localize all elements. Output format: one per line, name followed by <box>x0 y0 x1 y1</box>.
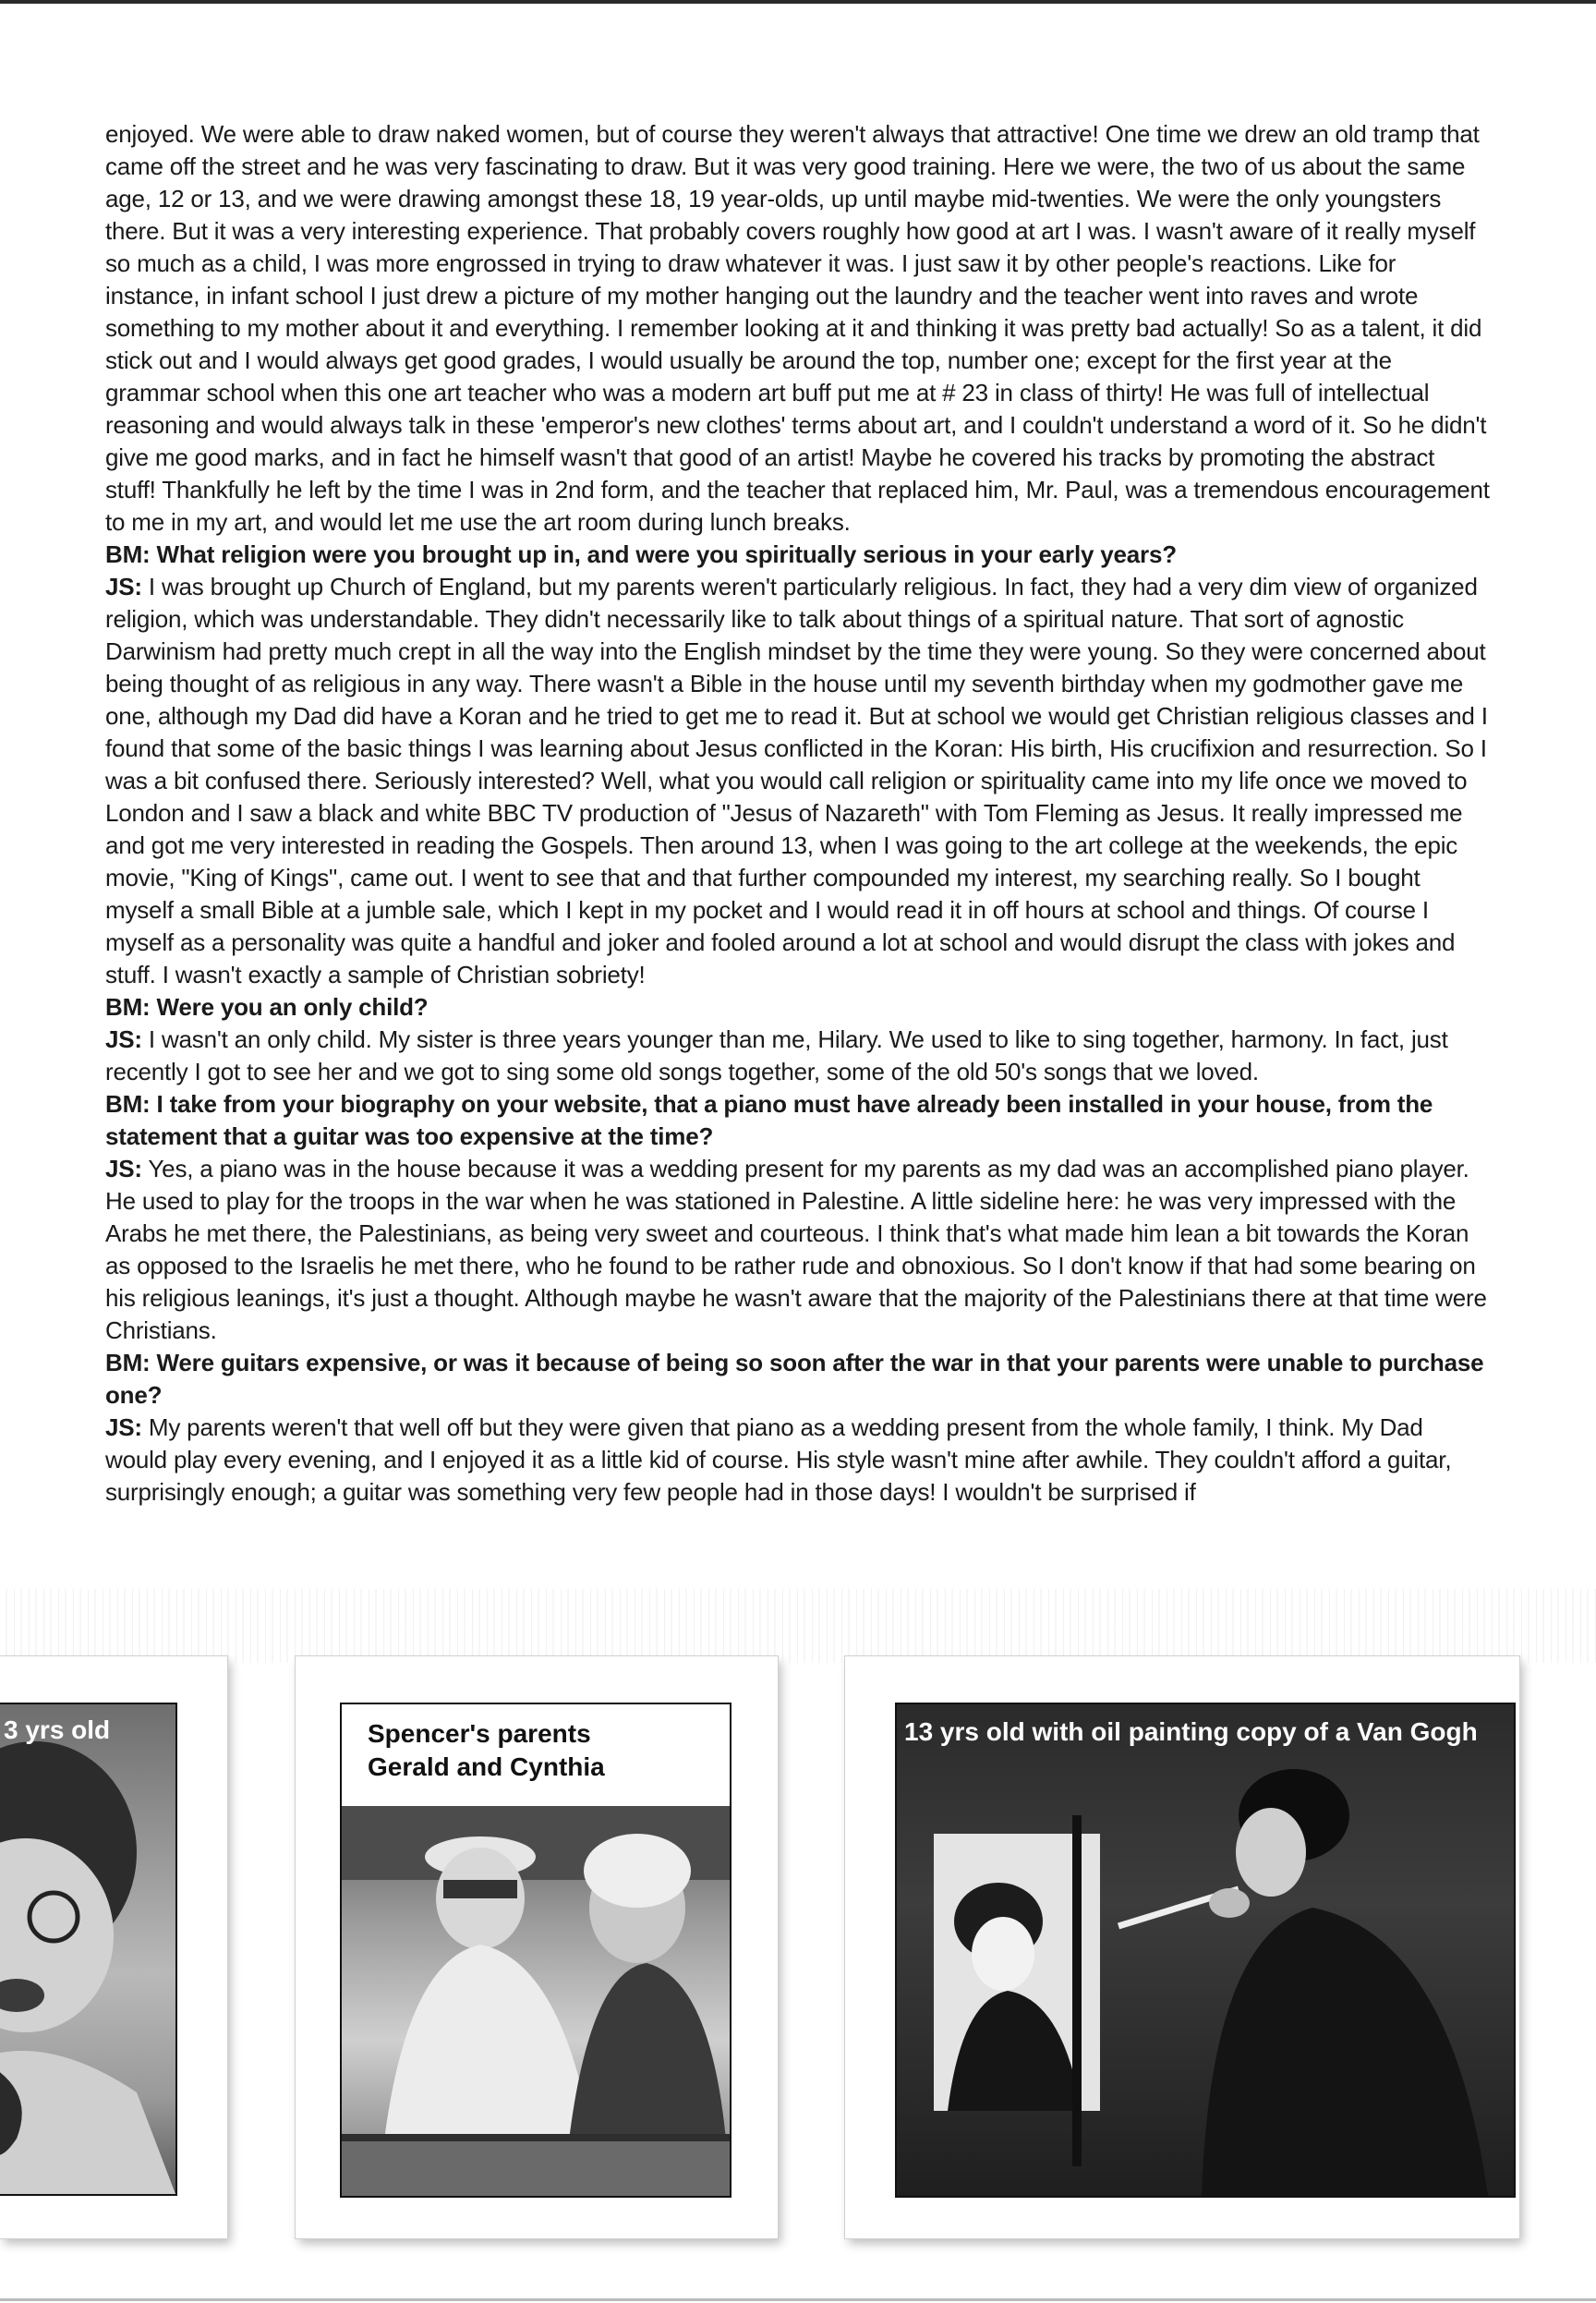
bottom-rule <box>0 2298 1596 2301</box>
caption-right: 13 yrs old with oil painting copy of a Van Gogh <box>904 1717 1478 1746</box>
answer-text: My parents weren't that well off but they were given that piano as a wedding present from the whole family, I think. My Dad would play every evening, and I enjoyed it as a little kid of course. His style wasn't mine after awhile. They couldn't afford a guitar, surprisingly enough; a guitar was something very few people had in those days! I wouldn't be surprised if <box>105 1413 1452 1506</box>
paragraph-art-training: enjoyed. We were able to draw naked women, but of course they weren't always that attractive! One time we drew an old tramp that came off the street and he was very fascinating to draw. But it was very good training. Here we were, the two of us about the same age, 12 or 13, and we were drawing amongst these 18, 19 year-olds, up until maybe mid-twenties. We were the only youngsters there. But it was a very interesting experience. That probably covers roughly how good at art I was. I wasn't aware of it really myself so much as a child, I was more engrossed in trying to draw whatever it was. I just saw it by other people's reactions. Like for instance, in infant school I just drew a picture of my mother hanging out the laundry and the teacher went into raves and wrote something to my mother about it and everything. I remember looking at it and thinking it was pretty bad actually! So as a talent, it did stick out and I would always get good grades, I would usually be around the top, number one; except for the first year at the grammar school when this one art teacher who was a modern art buff put me at # 23 in class of thirty! He was full of intellectual reasoning and would always talk in these 'emperor's new clothes' terms about art, and I couldn't understand a word of it. So he didn't give me good marks, and in fact he himself wasn't that good of an artist! Maybe he covered his tracks by promoting the abstract stuff! Thankfully he left by the time I was in 2nd form, and the teacher that replaced him, Mr. Paul, was a tremendous encouragement to me in my art, and would let me use the art room during lunch breaks. <box>105 120 1490 536</box>
photo-panel-middle <box>296 1656 778 2238</box>
speaker-label: JS: <box>105 1025 142 1053</box>
speaker-label: JS: <box>105 1413 142 1441</box>
child-photo-art <box>0 1704 175 2194</box>
answer-text: Yes, a piano was in the house because it was a wedding present for my parents as my dad was an accomplished piano player. He used to play for the troops in the war when he was stationed in Palestine. A little sideline here: he was very impressed with the Arabs he met there, the Palestinians, as being very sweet and courteous. I think that's what made him lean a bit towards the Koran as opposed to the Israelis he met there, who he found to be rather rude and obnoxious. So I don't know if that had some bearing on his religious leanings, it's just a thought. Although maybe he wasn't aware that the majority of the Palestinians there at that time were Christians. <box>105 1155 1487 1344</box>
caption-middle-line1: Spencer's parents <box>368 1719 591 1748</box>
top-rule <box>0 0 1596 4</box>
question-guitars: BM: Were guitars expensive, or was it because of being so soon after the war in that your parents were unable to purchase one? <box>105 1349 1484 1409</box>
speaker-label: JS: <box>105 573 142 600</box>
question-religion: BM: What religion were you brought up in, and were you spiritually serious in your early years? <box>105 540 1177 568</box>
photo-parents <box>340 1703 732 2198</box>
parents-image <box>342 1806 730 2196</box>
parents-photo-art <box>342 1806 730 2196</box>
scan-noise <box>0 1589 1596 1663</box>
answer-only-child <box>105 1024 1491 1088</box>
speaker-label: JS: <box>105 1155 142 1182</box>
photo-painting <box>895 1703 1516 2198</box>
painting-photo-art <box>897 1704 1514 2196</box>
question-only-child: BM: Were you an only child? <box>105 993 429 1021</box>
answer-text: I wasn't an only child. My sister is three years younger than me, Hilary. We used to like to sing together, harmony. In fact, just recently I got to see her and we got to sing some old songs together, some of the old 50's songs that we loved. <box>105 1025 1448 1085</box>
answer-text: I was brought up Church of England, but my parents weren't particularly religious. In fact, they had a very dim view of organized religion, which was understandable. They didn't necessarily like to talk about things of a spiritual nature. That sort of agnostic Darwinism had pretty much crept in all the way into the English mindset by the time they were young. So they were concerned about being thought of as religious in any way. There wasn't a Bible in the house until my seventh birthday when my godmother gave me one, although my Dad did have a Koran and he tried to get me to read it. But at school we would get Christian religious classes and I found that some of the basic things I was learning about Jesus conflicted in the Koran: His birth, His crucifixion and resurrection. So I was a bit confused there. Seriously interested? Well, what you would call religion or spirituality came into my life once we moved to London and I saw a black and white BBC TV production of "Jesus of Nazareth" with Tom Fleming as Jesus. It really impressed me and got me very interested in reading the Gospels. Then around 13, when I was going to the art college at the weekends, the epic movie, "King of Kings", came out. I went to see that and that further compounded my interest, my searching really. So I bought myself a small Bible at a jumble sale, which I kept in my pocket and I would read it in off hours at school and things. Of course I myself as a personality was quite a handful and joker and fooled around a lot at school and would disrupt the class with jokes and stuff. I wasn't exactly a sample of Christian sobriety! <box>105 573 1488 988</box>
answer-guitars <box>105 1412 1491 1509</box>
caption-left: 3 yrs old <box>4 1715 111 1744</box>
photo-child <box>0 1703 177 2196</box>
answer-piano <box>105 1153 1491 1347</box>
answer-religion <box>105 571 1491 991</box>
photo-panel-left <box>0 1656 227 2238</box>
interview-text <box>105 118 1491 1509</box>
question-piano: BM: I take from your biography on your website, that a piano must have already been installed in your house, from the statement that a guitar was too expensive at the time? <box>105 1090 1433 1150</box>
photo-panel-right <box>845 1656 1519 2238</box>
caption-middle-line2: Gerald and Cynthia <box>368 1752 605 1781</box>
